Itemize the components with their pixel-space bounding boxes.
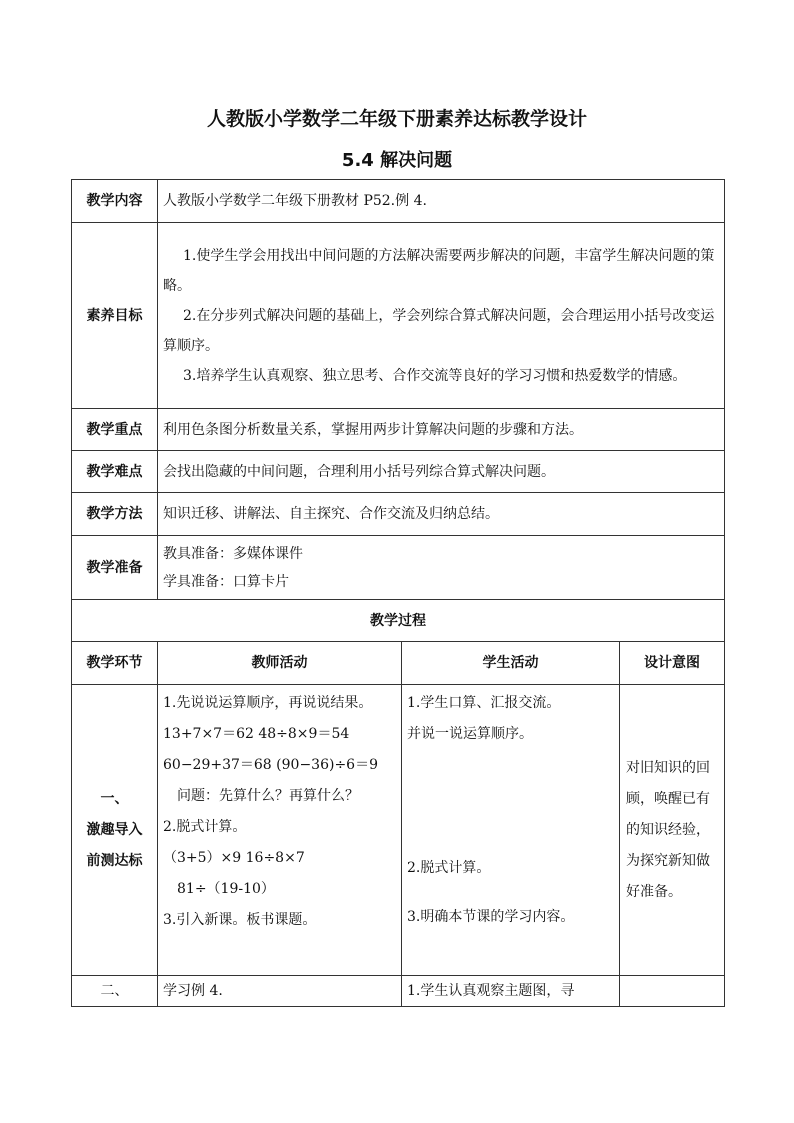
key-label: 教学重点	[72, 409, 158, 451]
row-content	[72, 180, 725, 223]
row-goals	[72, 223, 725, 409]
stage-line: 前测达标	[86, 852, 143, 869]
row-column-headers	[72, 642, 725, 685]
difficulty-label: 教学难点	[72, 451, 158, 493]
document-title: 人教版小学数学二年级下册素养达标教学设计	[206, 108, 587, 130]
row-key	[72, 409, 725, 451]
student-line: 3.明确本节课的学习内容。	[407, 909, 575, 925]
method-label: 教学方法	[72, 493, 158, 536]
teacher-line: 3.引入新课。板书课题。	[163, 912, 317, 928]
method-value: 知识迁移、讲解法、自主探究、合作交流及归纳总结。	[158, 493, 725, 536]
stage-cell: 二、	[72, 976, 158, 1007]
teacher-line: 60−29+37＝68 (90−36)÷6＝9	[163, 757, 378, 773]
teacher-line: 1.先说说运算顺序，再说说结果。	[163, 695, 373, 711]
row-difficulty	[72, 451, 725, 493]
design-intent-cell: 对旧知识的回顾，唤醒已有的知识经验，为探究新知做好准备。	[620, 685, 725, 976]
process-header: 教学过程	[72, 600, 725, 642]
content-label: 教学内容	[72, 180, 158, 223]
design-intent-cell	[620, 976, 725, 1007]
teacher-line: 13+7×7＝62 48÷8×9＝54	[163, 726, 350, 742]
teacher-line: （3+5）×9 16÷8×7	[163, 850, 305, 866]
prep-student: 学具准备：口算卡片	[163, 573, 289, 590]
col-teacher-header: 教师活动	[158, 642, 402, 685]
col-student-header: 学生活动	[402, 642, 620, 685]
prep-teacher: 教具准备：多媒体课件	[163, 545, 303, 562]
teacher-activity-cell	[158, 685, 402, 976]
student-line: 并说一说运算顺序。	[407, 726, 533, 742]
goals-cell	[158, 223, 725, 409]
lesson-plan-table	[71, 179, 725, 1007]
goals-label: 素养目标	[72, 223, 158, 409]
key-value: 利用色条图分析数量关系，掌握用两步计算解决问题的步骤和方法。	[158, 409, 725, 451]
goal-1: 1.使学生学会用找出中间问题的方法解决需要两步解决的问题，丰富学生解决问题的策略。	[163, 247, 715, 294]
stage-line: 一、	[100, 790, 129, 807]
table-row	[72, 976, 725, 1007]
teacher-activity-cell: 学习例 4.	[158, 976, 402, 1007]
stage-line: 激趣导入	[86, 821, 143, 838]
teacher-line: 81÷（19-10）	[177, 881, 275, 897]
row-method	[72, 493, 725, 536]
goal-3: 3.培养学生认真观察、独立思考、合作交流等良好的学习习惯和热爱数学的情感。	[183, 367, 687, 384]
student-activity-cell	[402, 685, 620, 976]
content-value: 人教版小学数学二年级下册教材 P52.例 4.	[158, 180, 725, 223]
difficulty-value: 会找出隐藏的中间问题，合理利用小括号列综合算式解决问题。	[158, 451, 725, 493]
student-line: 2.脱式计算。	[407, 860, 491, 876]
row-prep	[72, 536, 725, 600]
col-intent-header: 设计意图	[620, 642, 725, 685]
row-process-header	[72, 600, 725, 642]
stage-cell	[72, 685, 158, 976]
prep-cell	[158, 536, 725, 600]
teacher-line: 2.脱式计算。	[163, 819, 247, 835]
student-line: 1.学生口算、汇报交流。	[407, 695, 561, 711]
col-stage-header: 教学环节	[72, 642, 158, 685]
teacher-line: 问题：先算什么？再算什么？	[177, 788, 359, 804]
lesson-title: 5.4 解决问题	[341, 150, 453, 171]
table-row	[72, 685, 725, 976]
spacer	[407, 750, 614, 843]
student-activity-cell: 1.学生认真观察主题图，寻	[402, 976, 620, 1007]
goal-2: 2.在分步列式解决问题的基础上，学会列综合算式解决问题，会合理运用小括号改变运算顺序。	[163, 307, 715, 354]
prep-label: 教学准备	[72, 536, 158, 600]
